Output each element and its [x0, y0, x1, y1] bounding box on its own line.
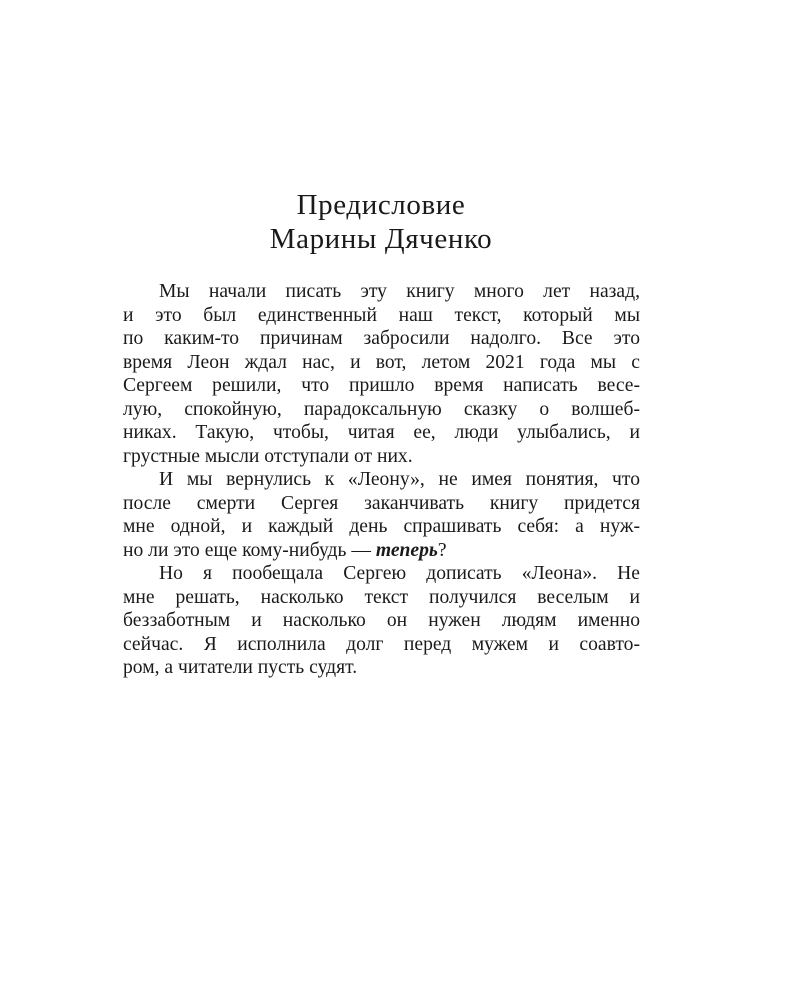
text-line: Сергеем решили, что пришло время написать весе-: [123, 375, 640, 396]
emphasized-word: теперь: [375, 539, 438, 561]
paragraph-1: [123, 280, 640, 468]
text-line: ром, а читатели пусть судят.: [123, 657, 358, 678]
text-line: Но я пообещала Сергею дописать «Леона». Не: [159, 563, 640, 584]
text-line: И мы вернулись к «Леону», не имея понятия, что: [159, 469, 640, 490]
text-line: Мы начали писать эту книгу много лет назад,: [159, 281, 640, 302]
preface-heading: [0, 188, 762, 256]
text-line: мне одной, и каждый день спрашивать себя: а нуж-: [123, 516, 640, 537]
paragraph-3: [123, 562, 640, 680]
text-line: мне решать, насколько текст получился веселым и: [123, 586, 640, 608]
text-line: по каким-то причинам забросили надолго. Все это: [123, 328, 640, 349]
text-segment: ?: [437, 539, 447, 561]
preface-body: [123, 280, 640, 680]
heading-line-2: Марины Дяченко: [269, 223, 493, 255]
text-line: [123, 539, 640, 563]
text-line: и это был единственный наш текст, который мы: [123, 304, 640, 326]
heading-line-1: Предисловие: [296, 189, 466, 221]
paragraph-2: [123, 468, 640, 562]
text-line: грустные мысли отступали от них.: [123, 445, 413, 467]
text-line: сейчас. Я исполнила долг перед мужем и соавто-: [123, 633, 640, 655]
text-line: беззаботным и насколько он нужен людям именно: [123, 610, 640, 631]
text-line: лую, спокойную, парадоксальную сказку о волшеб-: [123, 398, 640, 420]
text-line: после смерти Сергея заканчивать книгу придется: [123, 492, 640, 514]
text-line: время Леон ждал нас, и вот, летом 2021 года мы с: [123, 351, 640, 373]
text-line: никах. Такую, чтобы, читая ее, люди улыбались, и: [123, 422, 640, 443]
text-segment: но ли это еще кому-нибудь —: [123, 539, 376, 561]
